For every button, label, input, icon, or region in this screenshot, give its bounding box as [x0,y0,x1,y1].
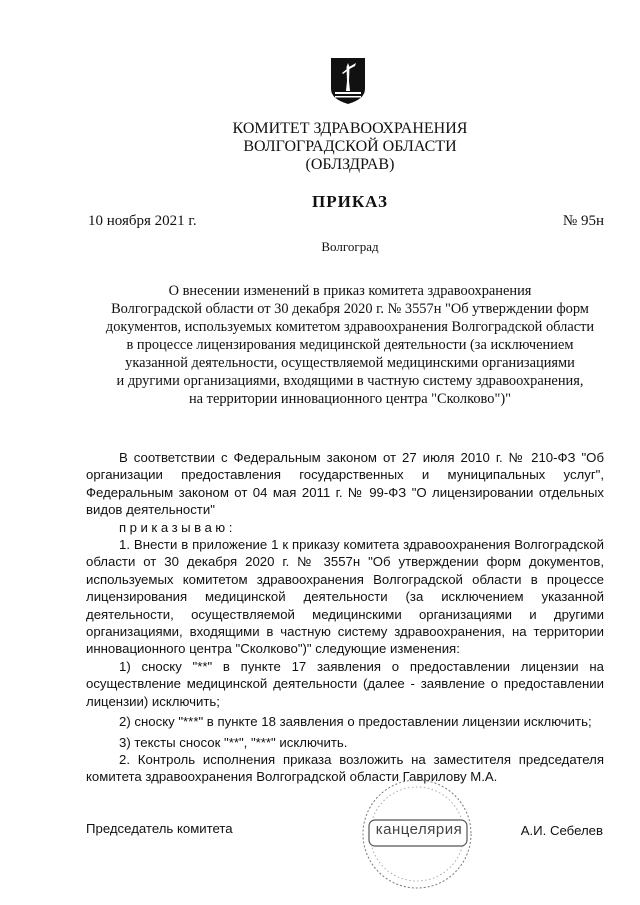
subject-line: и другими организациями, входящими в частную систему здравоохранения, [116,373,584,389]
subject-line: документов, используемых комитетом здравоохранения Волгоградской области [105,319,595,335]
sub-item-1-paragraph: 1) сноску "**" в пункте 17 заявления о предоставлении лицензии на осуществление медицинской деятельности (далее - заявление о предоставлении лицензии) исключить; [86,658,604,709]
sub-item-2-paragraph: 2) сноску "***" в пункте 18 заявления о предоставлении лицензии исключить; [119,714,592,730]
order-word: приказываю: [119,519,236,535]
org-abbreviation: (ОБЛЗДРАВ) [305,156,395,173]
preamble-paragraph: В соответствии с Федеральным законом от 27 июля 2010 г. № 210-ФЗ "Об организации предоставления государственных и муниципальных услуг", Федеральным законом от 04 мая 2011 г. № 99-ФЗ "О лицензировании отдельных видов деятельности" [86,450,604,518]
org-name-line-1: КОМИТЕТ ЗДРАВООХРАНЕНИЯ [232,120,468,137]
order-number: № 95н [562,213,604,229]
item-2-paragraph: 2. Контроль исполнения приказа возложить на заместителя председателя комитета здравоохранения Волгоградской области Гаврилову М.А. [86,751,604,785]
order-city: Волгоград [321,239,379,254]
subject-line: указанной деятельности, осуществляемой медицинскими организациями [125,355,575,371]
order-title: ПРИКАЗ [312,192,388,211]
volgograd-region-emblem-icon [330,57,366,105]
order-subject [80,282,620,408]
sub-item-3-paragraph: 3) тексты сносок "**", "***" исключить. [119,734,348,750]
subject-line: О внесении изменений в приказ комитета здравоохранения [168,283,532,299]
subject-line: на территории инновационного центра "Сколково")" [188,391,511,407]
subject-line: в процессе лицензирования медицинской деятельности (за исключением [126,337,574,353]
signer-name: А.И. Себелев [520,823,603,838]
signer-title: Председатель комитета [86,821,233,836]
order-body [86,449,604,786]
org-name-line-2: ВОЛГОГРАДСКОЙ ОБЛАСТИ [243,138,457,155]
stamp-label: канцелярия [375,821,463,838]
subject-line: Волгоградской области от 30 декабря 2020 г. № 3557н "Об утверждении форм [111,301,589,317]
order-date: 10 ноября 2021 г. [88,213,197,229]
item-1-paragraph: 1. Внести в приложение 1 к приказу комитета здравоохранения Волгоградской области от 30 декабря 2020 г. № 3557н "Об утверждении форм документов, используемых комитетом здравоохранения Волгоградской области в процессе лицензирования медицинской деятельности (за исключением указанной деятельности, осуществляемой медицинскими организациями и другими организациями, входящими в частную систему здравоохранения, на территории инновационного центра "Сколково")" следующие изменения: [86,537,604,657]
